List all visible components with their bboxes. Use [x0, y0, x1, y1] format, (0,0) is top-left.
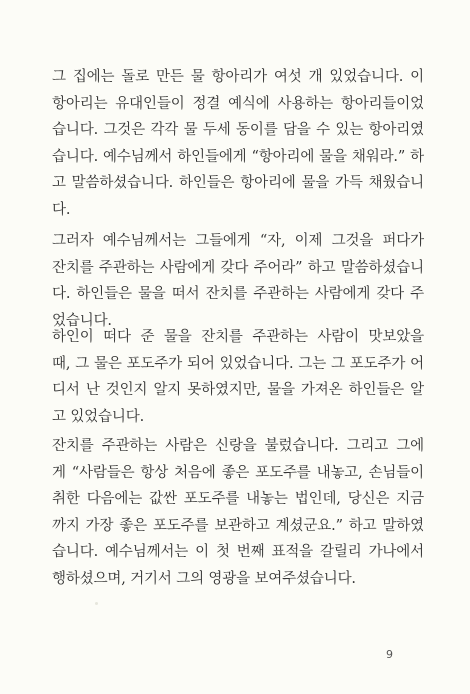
page-number: 9: [386, 648, 393, 661]
text-line: 습니다. 예수님께서는 이 첫 번째 표적을 갈릴리 가나에서: [52, 544, 424, 560]
text-line: 디서 난 것인지 알지 못하였지만, 물을 가져온 하인들은 알: [52, 382, 424, 398]
text-line: 고 말씀하셨습니다. 하인들은 항아리에 물을 가득 채웠습니: [52, 175, 424, 191]
text-line: 잔치를 주관하는 사람에게 갖다 주어라” 하고 말씀하셨습니: [52, 259, 424, 276]
text-line: 취한 다음에는 값싼 포도주를 내놓는 법인데, 당신은 지금: [52, 491, 424, 507]
text-line: 게 “사람들은 항상 처음에 좋은 포도주를 내놓고, 손님들이: [52, 464, 424, 481]
text-line: 다. 하인들은 물을 떠서 잔치를 주관하는 사람에게 갖다 주: [52, 286, 424, 302]
text-line: 까지 가장 좋은 포도주를 보관하고 계셨군요.” 하고 말하였: [52, 517, 424, 534]
text-line: 습니다. 예수님께서 하인들에게 “항아리에 물을 채워라.” 하: [52, 148, 424, 165]
text-line: 다.: [52, 201, 71, 218]
text-line: 잔치를 주관하는 사람은 신랑을 불렀습니다. 그리고 그에: [52, 438, 424, 454]
text-line: 었습니다.: [52, 312, 112, 329]
paragraph-4: [52, 433, 424, 592]
paper-speck: [95, 602, 98, 605]
paragraph-3: [52, 324, 424, 430]
text-line: 고 있었습니다.: [52, 408, 145, 425]
text-line: 하인이 떠다 준 물을 잔치를 주관하는 사람이 맛보았을: [52, 329, 424, 345]
text-line: 그 집에는 돌로 만든 물 항아리가 여섯 개 있었습니다. 이: [52, 69, 424, 85]
text-line: 때, 그 물은 포도주가 되어 있었습니다. 그는 그 포도주가 어: [52, 355, 424, 372]
text-line: 습니다. 그것은 각각 물 두세 동이를 담을 수 있는 항아리였: [52, 122, 424, 138]
paragraph-2: [52, 228, 424, 334]
text-line: 행하셨으며, 거기서 그의 영광을 보여주셨습니다.: [52, 570, 356, 587]
paragraph-1: [52, 64, 424, 223]
text-line: 항아리는 유대인들이 정결 예식에 사용하는 항아리들이었: [52, 95, 424, 112]
text-line: 그러자 예수님께서는 그들에게 “자, 이제 그것을 퍼다가: [52, 233, 424, 249]
